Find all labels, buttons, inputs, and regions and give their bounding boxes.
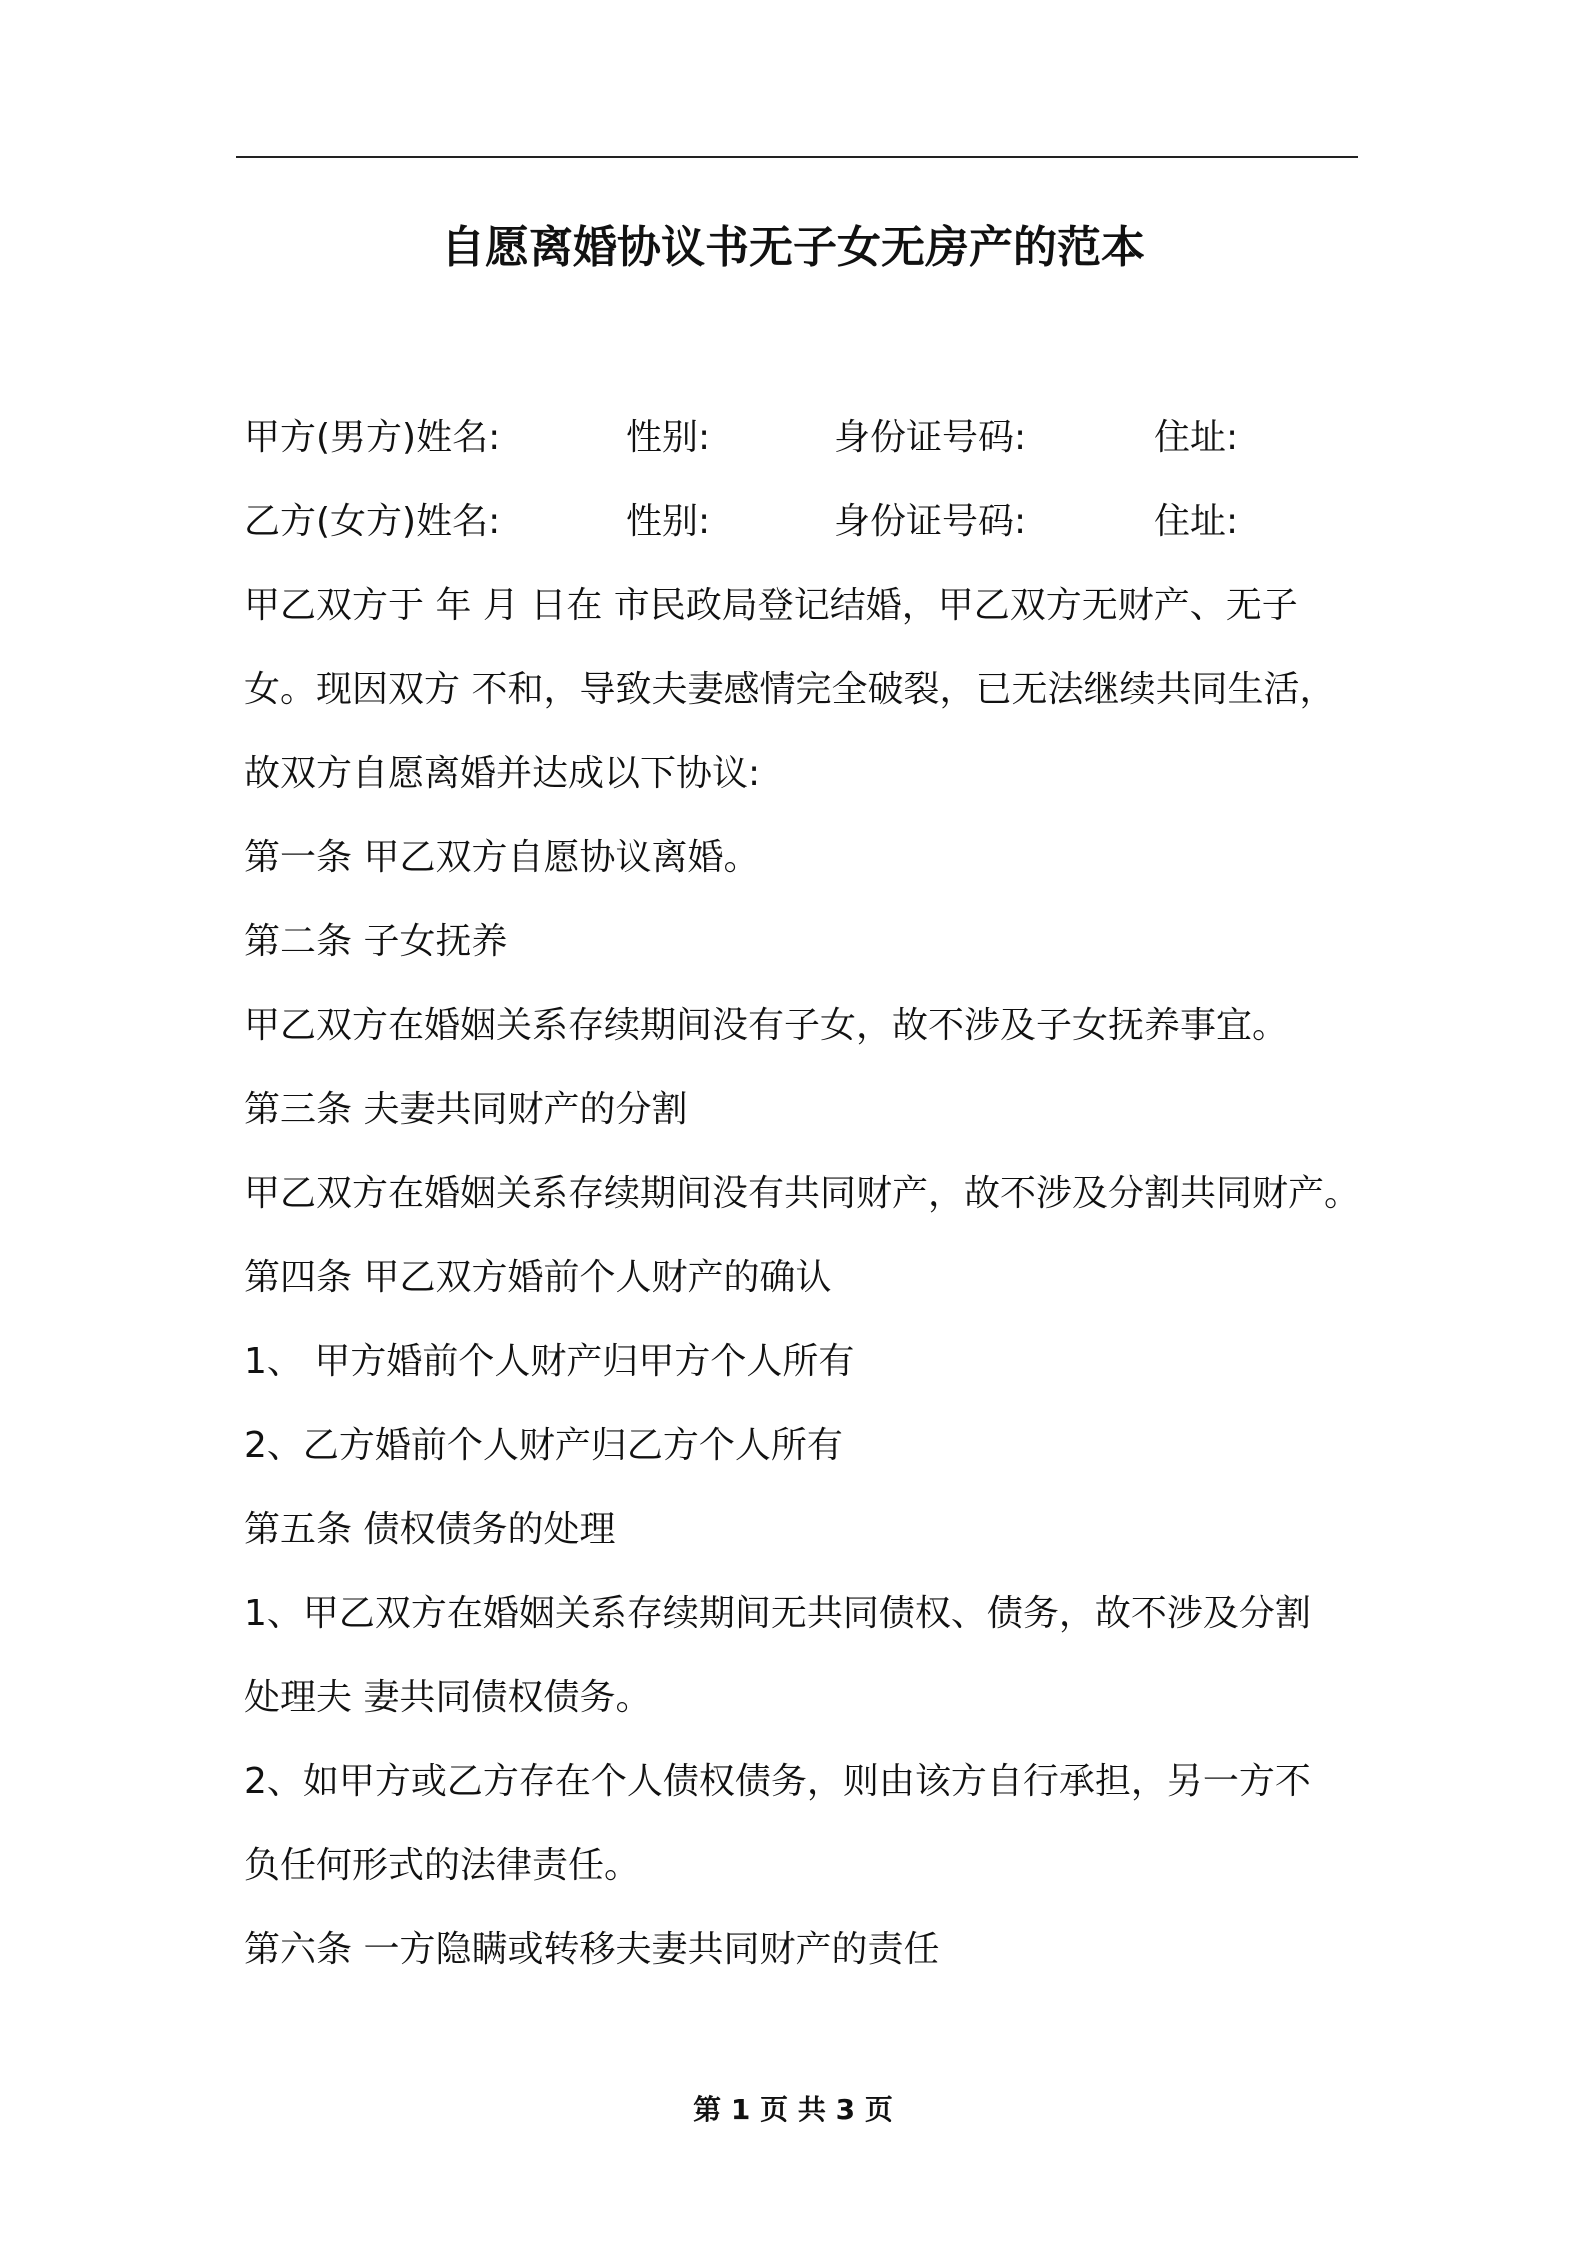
party-a-gender-label: 性别: <box>626 417 711 458</box>
address-label-part: 址: <box>1190 501 1239 542</box>
article-heading: 第四条 甲乙双方婚前个人财产的确认 <box>244 1257 832 1298</box>
article-heading: 第一条 甲乙双方自愿协议离婚。 <box>244 837 760 878</box>
article-heading: 第六条 一方隐瞒或转移夫妻共同财产的责任 <box>244 1929 940 1970</box>
body-line: 甲乙双方于 年 月 日在 市民政局登记结婚，甲乙双方无财产、无子 <box>244 585 1298 626</box>
body-line: 处理夫 妻共同债权债务。 <box>244 1677 652 1718</box>
address-label-part: 址: <box>1190 417 1239 458</box>
party-a-name-label: 甲方(男方)姓名: <box>244 417 501 458</box>
address-label-part: 住 <box>1154 501 1191 542</box>
body-line: 甲乙双方在婚姻关系存续期间没有共同财产，故不涉及分割共同财产。 <box>244 1173 1361 1214</box>
party-b-name-label: 乙方(女方)姓名: <box>244 501 501 542</box>
body-line: 故双方自愿离婚并达成以下协议: <box>244 753 761 794</box>
party-b-info-row <box>244 492 1384 552</box>
page-footer: 第 1 页 共 3 页 <box>693 2093 893 2126</box>
party-a-id-label: 身份证号码: <box>834 417 1027 458</box>
body-line: 1、甲乙双方在婚姻关系存续期间无共同债权、债务，故不涉及分割 <box>244 1593 1311 1634</box>
address-label-part: 住 <box>1154 417 1191 458</box>
body-line: 1、 甲方婚前个人财产归甲方个人所有 <box>244 1341 855 1382</box>
document-title: 自愿离婚协议书无子女无房产的范本 <box>441 222 1145 273</box>
party-a-address-label <box>1154 408 1238 468</box>
body-line: 2、乙方婚前个人财产归乙方个人所有 <box>244 1425 843 1466</box>
body-line: 2、如甲方或乙方存在个人债权债务，则由该方自行承担，另一方不 <box>244 1761 1311 1802</box>
article-heading: 第二条 子女抚养 <box>244 921 508 962</box>
party-b-id-label: 身份证号码: <box>834 501 1027 542</box>
party-b-address-label <box>1154 492 1238 552</box>
party-b-gender-label: 性别: <box>626 501 711 542</box>
article-heading: 第五条 债权债务的处理 <box>244 1509 616 1550</box>
article-heading: 第三条 夫妻共同财产的分割 <box>244 1089 688 1130</box>
party-a-info-row <box>244 408 1384 468</box>
header-rule <box>236 156 1358 158</box>
body-line: 负任何形式的法律责任。 <box>244 1845 641 1886</box>
body-line: 甲乙双方在婚姻关系存续期间没有子女，故不涉及子女抚养事宜。 <box>244 1005 1289 1046</box>
body-line: 女。现因双方 不和，导致夫妻感情完全破裂，已无法继续共同生活， <box>244 669 1336 710</box>
